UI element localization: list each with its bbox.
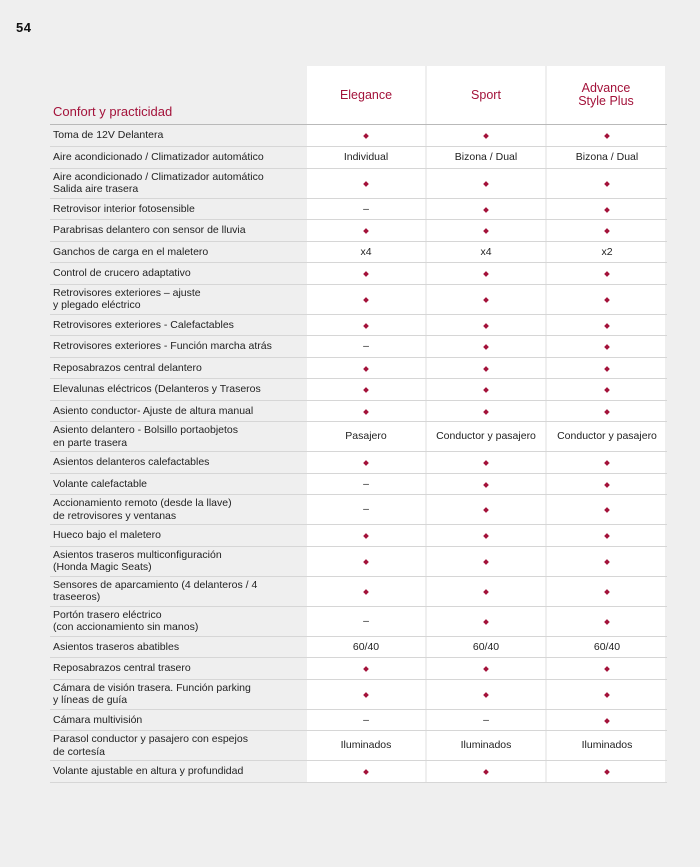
table-row <box>50 220 667 242</box>
included-diamond-icon <box>483 769 489 775</box>
feature-label-line: Parasol conductor y pasajero con espejos <box>53 733 248 745</box>
feature-label-line: Sensores de aparcamiento (4 delanteros / 4 <box>53 578 258 591</box>
value-text: Bizona / Dual <box>454 151 518 163</box>
feature-label-line: Volante calefactable <box>53 477 147 490</box>
value-cell-sport <box>427 220 545 242</box>
value-cell-sport <box>427 576 545 606</box>
value-text: 60/40 <box>593 640 621 653</box>
value-cell-advance <box>547 220 667 242</box>
feature-label-line: (con accionamiento sin manos) <box>53 621 199 633</box>
value-cell-sport <box>427 336 545 358</box>
value-cell-sport <box>427 636 545 658</box>
feature-label-line: traseeros) <box>53 591 101 603</box>
included-diamond-icon <box>483 387 489 393</box>
feature-label-line: Aire acondicionado / Climatizador automático <box>53 170 264 183</box>
included-diamond-icon <box>604 482 610 488</box>
table-row <box>50 761 667 783</box>
value-text: Iluminados <box>581 739 633 752</box>
included-diamond-icon <box>483 533 489 539</box>
value-text: Pasajero <box>345 430 387 443</box>
value-cell-elegance <box>307 220 425 242</box>
value-cell-advance <box>547 452 667 474</box>
table-row <box>50 357 667 379</box>
value-cell-elegance <box>307 495 425 525</box>
included-diamond-icon <box>363 769 369 775</box>
feature-label-line: Control de crucero adaptativo <box>53 267 191 279</box>
value-text: x4 <box>480 245 492 258</box>
value-cell-elegance <box>307 452 425 474</box>
value-cell-advance <box>547 147 667 169</box>
column-header-label: Advance <box>581 81 631 95</box>
value-cell-advance <box>547 546 667 576</box>
value-cell-sport <box>427 198 545 220</box>
feature-label <box>50 473 307 495</box>
included-diamond-icon <box>363 181 369 187</box>
feature-label <box>50 220 307 242</box>
included-diamond-icon <box>363 409 369 415</box>
included-diamond-icon <box>483 559 489 565</box>
value-cell-sport <box>427 473 545 495</box>
value-cell-elegance <box>307 576 425 606</box>
feature-label <box>50 263 307 285</box>
table-row <box>50 452 667 474</box>
value-cell-advance <box>547 473 667 495</box>
included-diamond-icon <box>363 589 369 595</box>
value-cell-advance <box>547 241 667 263</box>
included-diamond-icon <box>604 692 610 698</box>
included-diamond-icon <box>363 692 369 698</box>
value-cell-sport <box>427 147 545 169</box>
table-row <box>50 379 667 401</box>
included-diamond-icon <box>363 533 369 539</box>
feature-label-line: Hueco bajo el maletero <box>53 529 161 541</box>
table-row <box>50 709 667 731</box>
value-text: 60/40 <box>352 640 380 653</box>
column-header-sport <box>427 66 545 124</box>
not-available-dash: – <box>363 477 369 490</box>
value-cell-advance <box>547 636 667 658</box>
table-row <box>50 525 667 547</box>
feature-label-line: Toma de 12V Delantera <box>53 129 164 142</box>
included-diamond-icon <box>483 619 489 625</box>
feature-label <box>50 336 307 358</box>
feature-label <box>50 679 307 709</box>
value-cell-elegance <box>307 284 425 314</box>
included-diamond-icon <box>363 297 369 303</box>
column-header-label-line2: Style Plus <box>578 94 634 108</box>
table-row <box>50 576 667 606</box>
feature-label <box>50 314 307 336</box>
value-cell-elegance <box>307 198 425 220</box>
included-diamond-icon <box>604 718 610 724</box>
feature-label-line: Elevalunas eléctricos (Delanteros y Traseros <box>53 383 261 395</box>
not-available-dash: – <box>483 713 489 726</box>
feature-label <box>50 400 307 422</box>
value-cell-advance <box>547 679 667 709</box>
feature-label-line: Retrovisor interior fotosensible <box>53 202 195 215</box>
value-cell-advance <box>547 357 667 379</box>
value-text: x4 <box>360 245 372 258</box>
value-text: Conductor y pasajero <box>557 430 657 443</box>
value-cell-sport <box>427 314 545 336</box>
value-cell-advance <box>547 284 667 314</box>
value-cell-sport <box>427 606 545 636</box>
feature-label-line: de retrovisores y ventanas <box>53 509 177 522</box>
value-cell-advance <box>547 606 667 636</box>
feature-label-line: de cortesía <box>53 745 105 758</box>
feature-label <box>50 495 307 525</box>
included-diamond-icon <box>483 366 489 372</box>
value-cell-advance <box>547 495 667 525</box>
table-row <box>50 495 667 525</box>
feature-label <box>50 422 307 452</box>
feature-label-line: Retrovisores exteriores – ajuste <box>53 286 201 299</box>
included-diamond-icon <box>483 482 489 488</box>
column-header-elegance <box>307 66 425 124</box>
value-text: x2 <box>601 245 613 258</box>
features-table <box>50 125 667 783</box>
value-cell-advance <box>547 400 667 422</box>
value-cell-elegance <box>307 168 425 198</box>
not-available-dash: – <box>363 202 369 215</box>
value-cell-sport <box>427 263 545 285</box>
included-diamond-icon <box>604 619 610 625</box>
feature-label-line: Cámara de visión trasera. Función parking <box>53 681 251 694</box>
feature-label <box>50 198 307 220</box>
value-text: Iluminados <box>340 739 392 752</box>
feature-label-line: Portón trasero eléctrico <box>53 608 162 621</box>
value-text: 60/40 <box>472 640 500 653</box>
value-cell-elegance <box>307 606 425 636</box>
feature-label <box>50 125 307 147</box>
included-diamond-icon <box>604 507 610 513</box>
value-cell-elegance <box>307 761 425 783</box>
value-cell-elegance <box>307 263 425 285</box>
value-cell-elegance <box>307 636 425 658</box>
value-text: Iluminados <box>460 739 512 752</box>
feature-label <box>50 658 307 680</box>
feature-label-line: Cámara multivisión <box>53 713 143 726</box>
value-cell-elegance <box>307 336 425 358</box>
value-cell-sport <box>427 357 545 379</box>
not-available-dash: – <box>363 713 369 726</box>
feature-label-line: Asientos delanteros calefactables <box>53 456 210 468</box>
column-header-advance-style-plus <box>547 66 665 124</box>
included-diamond-icon <box>483 589 489 595</box>
value-cell-elegance <box>307 731 425 761</box>
value-cell-elegance <box>307 379 425 401</box>
value-cell-elegance <box>307 314 425 336</box>
value-cell-advance <box>547 336 667 358</box>
value-cell-sport <box>427 709 545 731</box>
page-number: 54 <box>16 20 32 35</box>
feature-label <box>50 761 307 783</box>
value-cell-advance <box>547 168 667 198</box>
column-header-label: Sport <box>471 87 501 102</box>
value-cell-sport <box>427 379 545 401</box>
value-cell-elegance <box>307 525 425 547</box>
table-row <box>50 400 667 422</box>
feature-label-line: Asientos traseros multiconfiguración <box>53 548 222 561</box>
included-diamond-icon <box>604 533 610 539</box>
feature-label <box>50 606 307 636</box>
value-cell-sport <box>427 284 545 314</box>
value-cell-elegance <box>307 400 425 422</box>
table-row <box>50 263 667 285</box>
table-row <box>50 658 667 680</box>
value-cell-sport <box>427 525 545 547</box>
value-cell-elegance <box>307 679 425 709</box>
value-cell-advance <box>547 731 667 761</box>
feature-label-line: Aire acondicionado / Climatizador automático <box>53 151 264 163</box>
included-diamond-icon <box>363 271 369 277</box>
table-row <box>50 731 667 761</box>
included-diamond-icon <box>604 323 610 329</box>
value-cell-advance <box>547 658 667 680</box>
table-row <box>50 168 667 198</box>
table-header <box>50 66 667 124</box>
not-available-dash: – <box>363 503 369 516</box>
feature-label <box>50 525 307 547</box>
included-diamond-icon <box>604 181 610 187</box>
value-cell-advance <box>547 422 667 452</box>
feature-label <box>50 709 307 731</box>
included-diamond-icon <box>483 666 489 672</box>
table-row <box>50 147 667 169</box>
value-cell-sport <box>427 168 545 198</box>
included-diamond-icon <box>604 271 610 277</box>
included-diamond-icon <box>604 559 610 565</box>
included-diamond-icon <box>604 133 610 139</box>
not-available-dash: – <box>363 614 369 627</box>
value-cell-sport <box>427 731 545 761</box>
value-cell-sport <box>427 658 545 680</box>
feature-label-line: Asiento conductor- Ajuste de altura manual <box>53 404 254 417</box>
included-diamond-icon <box>604 228 610 234</box>
included-diamond-icon <box>363 228 369 234</box>
feature-label <box>50 636 307 658</box>
value-cell-elegance <box>307 241 425 263</box>
value-cell-advance <box>547 576 667 606</box>
included-diamond-icon <box>604 409 610 415</box>
included-diamond-icon <box>363 460 369 466</box>
value-cell-elegance <box>307 709 425 731</box>
included-diamond-icon <box>483 460 489 466</box>
value-cell-elegance <box>307 473 425 495</box>
feature-label-line: Reposabrazos central trasero <box>53 662 191 674</box>
feature-label-line: Asientos traseros abatibles <box>53 640 180 653</box>
feature-label-line: Salida aire trasera <box>53 183 139 195</box>
included-diamond-icon <box>483 507 489 513</box>
included-diamond-icon <box>363 366 369 372</box>
table-row <box>50 284 667 314</box>
value-cell-sport <box>427 125 545 147</box>
value-cell-sport <box>427 546 545 576</box>
feature-label-line: Parabrisas delantero con sensor de lluvia <box>53 224 246 236</box>
included-diamond-icon <box>604 460 610 466</box>
included-diamond-icon <box>604 387 610 393</box>
feature-label <box>50 731 307 761</box>
feature-label-line: Accionamiento remoto (desde la llave) <box>53 497 232 509</box>
feature-label <box>50 284 307 314</box>
included-diamond-icon <box>483 692 489 698</box>
included-diamond-icon <box>483 323 489 329</box>
included-diamond-icon <box>604 366 610 372</box>
feature-label <box>50 241 307 263</box>
feature-label <box>50 147 307 169</box>
value-cell-sport <box>427 495 545 525</box>
not-available-dash: – <box>363 340 369 352</box>
value-cell-advance <box>547 125 667 147</box>
feature-label-line: Volante ajustable en altura y profundidad <box>53 765 244 777</box>
feature-label-line: y líneas de guía <box>53 694 128 706</box>
feature-label-line: en parte trasera <box>53 436 128 449</box>
feature-label-line: Reposabrazos central delantero <box>53 361 202 374</box>
included-diamond-icon <box>483 133 489 139</box>
included-diamond-icon <box>604 207 610 213</box>
feature-label <box>50 379 307 401</box>
value-cell-sport <box>427 679 545 709</box>
value-cell-sport <box>427 241 545 263</box>
table-row <box>50 473 667 495</box>
table-row <box>50 422 667 452</box>
value-cell-advance <box>547 198 667 220</box>
table-row <box>50 198 667 220</box>
feature-label <box>50 452 307 474</box>
value-cell-advance <box>547 379 667 401</box>
table-row <box>50 336 667 358</box>
value-cell-elegance <box>307 125 425 147</box>
value-cell-advance <box>547 263 667 285</box>
value-cell-elegance <box>307 422 425 452</box>
table-row <box>50 636 667 658</box>
table-row <box>50 606 667 636</box>
feature-label-line: Ganchos de carga en el maletero <box>53 245 209 258</box>
feature-label-line: Retrovisores exteriores - Función marcha atrás <box>53 340 272 352</box>
included-diamond-icon <box>483 297 489 303</box>
feature-label <box>50 357 307 379</box>
included-diamond-icon <box>363 133 369 139</box>
included-diamond-icon <box>483 409 489 415</box>
included-diamond-icon <box>363 666 369 672</box>
included-diamond-icon <box>604 297 610 303</box>
value-cell-advance <box>547 761 667 783</box>
included-diamond-icon <box>483 181 489 187</box>
section-title: Confort y practicidad <box>53 104 173 119</box>
value-cell-elegance <box>307 546 425 576</box>
table-row <box>50 679 667 709</box>
value-cell-elegance <box>307 147 425 169</box>
included-diamond-icon <box>363 387 369 393</box>
included-diamond-icon <box>604 769 610 775</box>
feature-label-line: Retrovisores exteriores - Calefactables <box>53 318 234 331</box>
value-cell-sport <box>427 422 545 452</box>
included-diamond-icon <box>604 344 610 350</box>
table-row <box>50 241 667 263</box>
value-cell-elegance <box>307 658 425 680</box>
value-cell-advance <box>547 314 667 336</box>
value-cell-advance <box>547 709 667 731</box>
included-diamond-icon <box>363 323 369 329</box>
included-diamond-icon <box>604 589 610 595</box>
value-text: Conductor y pasajero <box>436 430 536 443</box>
value-cell-sport <box>427 400 545 422</box>
included-diamond-icon <box>483 207 489 213</box>
value-cell-sport <box>427 761 545 783</box>
value-cell-advance <box>547 525 667 547</box>
value-cell-sport <box>427 452 545 474</box>
value-cell-elegance <box>307 357 425 379</box>
feature-label <box>50 168 307 198</box>
value-text: Bizona / Dual <box>575 151 639 163</box>
feature-label <box>50 576 307 606</box>
table-row <box>50 125 667 147</box>
feature-label-line: Asiento delantero - Bolsillo portaobjetos <box>53 424 239 436</box>
included-diamond-icon <box>604 666 610 672</box>
included-diamond-icon <box>363 559 369 565</box>
feature-label-line: (Honda Magic Seats) <box>53 561 152 573</box>
included-diamond-icon <box>483 228 489 234</box>
included-diamond-icon <box>483 271 489 277</box>
value-text: Individual <box>343 151 389 163</box>
included-diamond-icon <box>483 344 489 350</box>
table-row <box>50 546 667 576</box>
feature-label-line: y plegado eléctrico <box>53 299 141 311</box>
table-row <box>50 314 667 336</box>
feature-label <box>50 546 307 576</box>
column-header-label: Elegance <box>339 87 393 102</box>
